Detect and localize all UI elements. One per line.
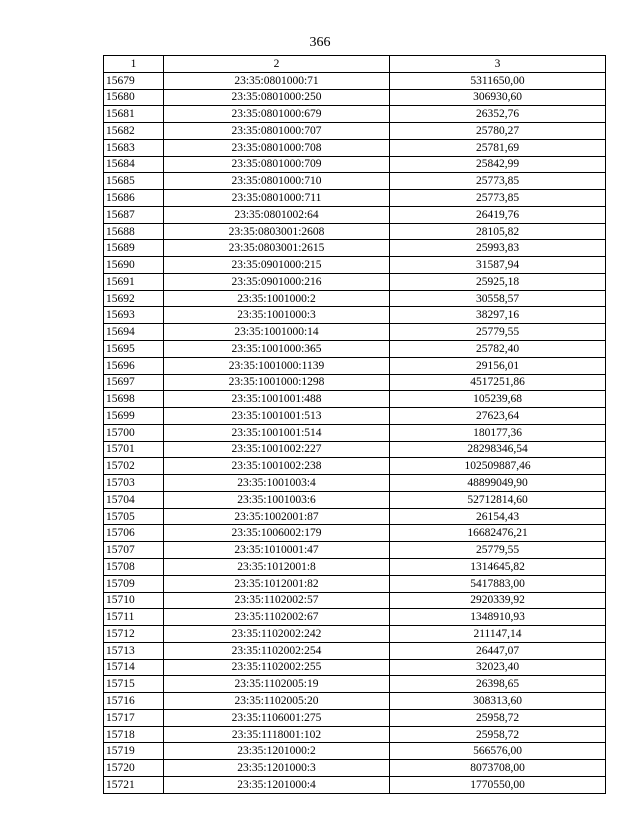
cadastral-number-cell: 23:35:1001002:227 bbox=[164, 441, 390, 458]
cadastral-number-cell: 23:35:1102002:254 bbox=[164, 642, 390, 659]
row-number-cell: 15683 bbox=[104, 139, 164, 156]
row-number-cell: 15716 bbox=[104, 693, 164, 710]
cadastral-number-cell: 23:35:1102005:19 bbox=[164, 676, 390, 693]
value-cell: 25773,85 bbox=[390, 190, 606, 207]
table-row bbox=[104, 106, 606, 123]
row-number-cell: 15694 bbox=[104, 324, 164, 341]
row-number-cell: 15693 bbox=[104, 307, 164, 324]
value-cell: 105239,68 bbox=[390, 391, 606, 408]
table-row bbox=[104, 743, 606, 760]
value-cell: 25781,69 bbox=[390, 139, 606, 156]
table-row bbox=[104, 542, 606, 559]
cadastral-number-cell: 23:35:1001003:6 bbox=[164, 491, 390, 508]
value-cell: 5311650,00 bbox=[390, 72, 606, 89]
table-row bbox=[104, 257, 606, 274]
value-cell: 25958,72 bbox=[390, 726, 606, 743]
value-cell: 25780,27 bbox=[390, 123, 606, 140]
cadastral-number-cell: 23:35:0801000:711 bbox=[164, 190, 390, 207]
row-number-cell: 15707 bbox=[104, 542, 164, 559]
cadastral-number-cell: 23:35:1001001:513 bbox=[164, 408, 390, 425]
table-row bbox=[104, 491, 606, 508]
table-row bbox=[104, 89, 606, 106]
cadastral-number-cell: 23:35:1201000:4 bbox=[164, 776, 390, 793]
value-cell: 25958,72 bbox=[390, 709, 606, 726]
table-row bbox=[104, 139, 606, 156]
page-number: 366 bbox=[309, 35, 331, 50]
value-cell: 28298346,54 bbox=[390, 441, 606, 458]
value-cell: 306930,60 bbox=[390, 89, 606, 106]
table-row bbox=[104, 324, 606, 341]
value-cell: 102509887,46 bbox=[390, 458, 606, 475]
value-cell: 25779,55 bbox=[390, 542, 606, 559]
row-number-cell: 15709 bbox=[104, 575, 164, 592]
table-row bbox=[104, 273, 606, 290]
row-number-cell: 15721 bbox=[104, 776, 164, 793]
table-row bbox=[104, 575, 606, 592]
cadastral-number-cell: 23:35:0801002:64 bbox=[164, 206, 390, 223]
table-row bbox=[104, 642, 606, 659]
column-header-value: 3 bbox=[390, 56, 606, 73]
cadastral-number-cell: 23:35:0801000:709 bbox=[164, 156, 390, 173]
row-number-cell: 15686 bbox=[104, 190, 164, 207]
cadastral-number-cell: 23:35:1001000:3 bbox=[164, 307, 390, 324]
cadastral-number-cell: 23:35:0901000:216 bbox=[164, 273, 390, 290]
cadastral-number-cell: 23:35:1010001:47 bbox=[164, 542, 390, 559]
cadastral-number-cell: 23:35:1001000:2 bbox=[164, 290, 390, 307]
row-number-cell: 15715 bbox=[104, 676, 164, 693]
value-cell: 5417883,00 bbox=[390, 575, 606, 592]
column-header-number: 1 bbox=[104, 56, 164, 73]
cadastral-number-cell: 23:35:0801000:71 bbox=[164, 72, 390, 89]
table-row bbox=[104, 173, 606, 190]
value-cell: 1770550,00 bbox=[390, 776, 606, 793]
table-row bbox=[104, 441, 606, 458]
table-row bbox=[104, 190, 606, 207]
table-row bbox=[104, 676, 606, 693]
row-number-cell: 15720 bbox=[104, 760, 164, 777]
value-cell: 26154,43 bbox=[390, 508, 606, 525]
cadastral-number-cell: 23:35:1001000:365 bbox=[164, 341, 390, 358]
row-number-cell: 15684 bbox=[104, 156, 164, 173]
cadastral-number-cell: 23:35:0801000:710 bbox=[164, 173, 390, 190]
cadastral-number-cell: 23:35:0801000:250 bbox=[164, 89, 390, 106]
value-cell: 25842,99 bbox=[390, 156, 606, 173]
table-row bbox=[104, 72, 606, 89]
value-cell: 28105,82 bbox=[390, 223, 606, 240]
table-row bbox=[104, 693, 606, 710]
table-row bbox=[104, 374, 606, 391]
row-number-cell: 15679 bbox=[104, 72, 164, 89]
table-row bbox=[104, 709, 606, 726]
value-cell: 566576,00 bbox=[390, 743, 606, 760]
cadastral-value-table bbox=[103, 55, 606, 794]
value-cell: 211147,14 bbox=[390, 626, 606, 643]
value-cell: 30558,57 bbox=[390, 290, 606, 307]
value-cell: 38297,16 bbox=[390, 307, 606, 324]
column-header-cadastral-number: 2 bbox=[164, 56, 390, 73]
row-number-cell: 15708 bbox=[104, 558, 164, 575]
row-number-cell: 15711 bbox=[104, 609, 164, 626]
value-cell: 25993,83 bbox=[390, 240, 606, 257]
value-cell: 25773,85 bbox=[390, 173, 606, 190]
row-number-cell: 15712 bbox=[104, 626, 164, 643]
table-row bbox=[104, 240, 606, 257]
value-cell: 31587,94 bbox=[390, 257, 606, 274]
table-row bbox=[104, 760, 606, 777]
row-number-cell: 15692 bbox=[104, 290, 164, 307]
row-number-cell: 15687 bbox=[104, 206, 164, 223]
table-row bbox=[104, 776, 606, 793]
row-number-cell: 15685 bbox=[104, 173, 164, 190]
cadastral-number-cell: 23:35:1001000:1139 bbox=[164, 357, 390, 374]
table-row bbox=[104, 424, 606, 441]
row-number-cell: 15688 bbox=[104, 223, 164, 240]
cadastral-number-cell: 23:35:0801000:707 bbox=[164, 123, 390, 140]
row-number-cell: 15696 bbox=[104, 357, 164, 374]
cadastral-number-cell: 23:35:1201000:3 bbox=[164, 760, 390, 777]
value-cell: 32023,40 bbox=[390, 659, 606, 676]
table-row bbox=[104, 592, 606, 609]
value-cell: 2920339,92 bbox=[390, 592, 606, 609]
value-cell: 308313,60 bbox=[390, 693, 606, 710]
row-number-cell: 15689 bbox=[104, 240, 164, 257]
table-row bbox=[104, 307, 606, 324]
cadastral-number-cell: 23:35:1012001:8 bbox=[164, 558, 390, 575]
value-cell: 29156,01 bbox=[390, 357, 606, 374]
value-cell: 26447,07 bbox=[390, 642, 606, 659]
table-row bbox=[104, 123, 606, 140]
cadastral-number-cell: 23:35:0803001:2608 bbox=[164, 223, 390, 240]
row-number-cell: 15717 bbox=[104, 709, 164, 726]
value-cell: 4517251,86 bbox=[390, 374, 606, 391]
value-cell: 26352,76 bbox=[390, 106, 606, 123]
row-number-cell: 15718 bbox=[104, 726, 164, 743]
row-number-cell: 15682 bbox=[104, 123, 164, 140]
cadastral-number-cell: 23:35:1006002:179 bbox=[164, 525, 390, 542]
row-number-cell: 15680 bbox=[104, 89, 164, 106]
cadastral-number-cell: 23:35:1001002:238 bbox=[164, 458, 390, 475]
cadastral-number-cell: 23:35:1001001:488 bbox=[164, 391, 390, 408]
row-number-cell: 15695 bbox=[104, 341, 164, 358]
table-row bbox=[104, 357, 606, 374]
row-number-cell: 15705 bbox=[104, 508, 164, 525]
row-number-cell: 15681 bbox=[104, 106, 164, 123]
table-row bbox=[104, 626, 606, 643]
cadastral-number-cell: 23:35:0801000:708 bbox=[164, 139, 390, 156]
table-row bbox=[104, 508, 606, 525]
table-row bbox=[104, 558, 606, 575]
value-cell: 25925,18 bbox=[390, 273, 606, 290]
row-number-cell: 15697 bbox=[104, 374, 164, 391]
value-cell: 48899049,90 bbox=[390, 475, 606, 492]
row-number-cell: 15703 bbox=[104, 475, 164, 492]
table-row bbox=[104, 206, 606, 223]
cadastral-number-cell: 23:35:0901000:215 bbox=[164, 257, 390, 274]
cadastral-number-cell: 23:35:1106001:275 bbox=[164, 709, 390, 726]
row-number-cell: 15700 bbox=[104, 424, 164, 441]
cadastral-number-cell: 23:35:1102002:255 bbox=[164, 659, 390, 676]
value-cell: 25779,55 bbox=[390, 324, 606, 341]
value-cell: 26398,65 bbox=[390, 676, 606, 693]
row-number-cell: 15702 bbox=[104, 458, 164, 475]
table-row bbox=[104, 475, 606, 492]
table-row bbox=[104, 525, 606, 542]
value-cell: 52712814,60 bbox=[390, 491, 606, 508]
row-number-cell: 15719 bbox=[104, 743, 164, 760]
cadastral-number-cell: 23:35:1002001:87 bbox=[164, 508, 390, 525]
cadastral-number-cell: 23:35:1012001:82 bbox=[164, 575, 390, 592]
row-number-cell: 15710 bbox=[104, 592, 164, 609]
row-number-cell: 15699 bbox=[104, 408, 164, 425]
value-cell: 16682476,21 bbox=[390, 525, 606, 542]
table-row bbox=[104, 290, 606, 307]
table-row bbox=[104, 223, 606, 240]
value-cell: 25782,40 bbox=[390, 341, 606, 358]
cadastral-number-cell: 23:35:1102005:20 bbox=[164, 693, 390, 710]
table-row bbox=[104, 726, 606, 743]
cadastral-number-cell: 23:35:1118001:102 bbox=[164, 726, 390, 743]
row-number-cell: 15691 bbox=[104, 273, 164, 290]
value-cell: 1314645,82 bbox=[390, 558, 606, 575]
row-number-cell: 15713 bbox=[104, 642, 164, 659]
cadastral-number-cell: 23:35:1001001:514 bbox=[164, 424, 390, 441]
cadastral-number-cell: 23:35:1001003:4 bbox=[164, 475, 390, 492]
row-number-cell: 15706 bbox=[104, 525, 164, 542]
table-row bbox=[104, 391, 606, 408]
row-number-cell: 15714 bbox=[104, 659, 164, 676]
table-row bbox=[104, 341, 606, 358]
cadastral-number-cell: 23:35:1201000:2 bbox=[164, 743, 390, 760]
cadastral-number-cell: 23:35:1102002:57 bbox=[164, 592, 390, 609]
table-row bbox=[104, 156, 606, 173]
value-cell: 8073708,00 bbox=[390, 760, 606, 777]
value-cell: 1348910,93 bbox=[390, 609, 606, 626]
cadastral-number-cell: 23:35:1102002:67 bbox=[164, 609, 390, 626]
row-number-cell: 15690 bbox=[104, 257, 164, 274]
cadastral-number-cell: 23:35:1001000:14 bbox=[164, 324, 390, 341]
value-cell: 26419,76 bbox=[390, 206, 606, 223]
row-number-cell: 15704 bbox=[104, 491, 164, 508]
table-row bbox=[104, 458, 606, 475]
table-row bbox=[104, 609, 606, 626]
row-number-cell: 15698 bbox=[104, 391, 164, 408]
table-row bbox=[104, 659, 606, 676]
header-row bbox=[104, 56, 606, 73]
table-header bbox=[104, 56, 606, 73]
value-cell: 180177,36 bbox=[390, 424, 606, 441]
value-cell: 27623,64 bbox=[390, 408, 606, 425]
cadastral-number-cell: 23:35:1001000:1298 bbox=[164, 374, 390, 391]
table-body bbox=[104, 72, 606, 793]
table-row bbox=[104, 408, 606, 425]
cadastral-number-cell: 23:35:1102002:242 bbox=[164, 626, 390, 643]
cadastral-number-cell: 23:35:0801000:679 bbox=[164, 106, 390, 123]
row-number-cell: 15701 bbox=[104, 441, 164, 458]
cadastral-number-cell: 23:35:0803001:2615 bbox=[164, 240, 390, 257]
